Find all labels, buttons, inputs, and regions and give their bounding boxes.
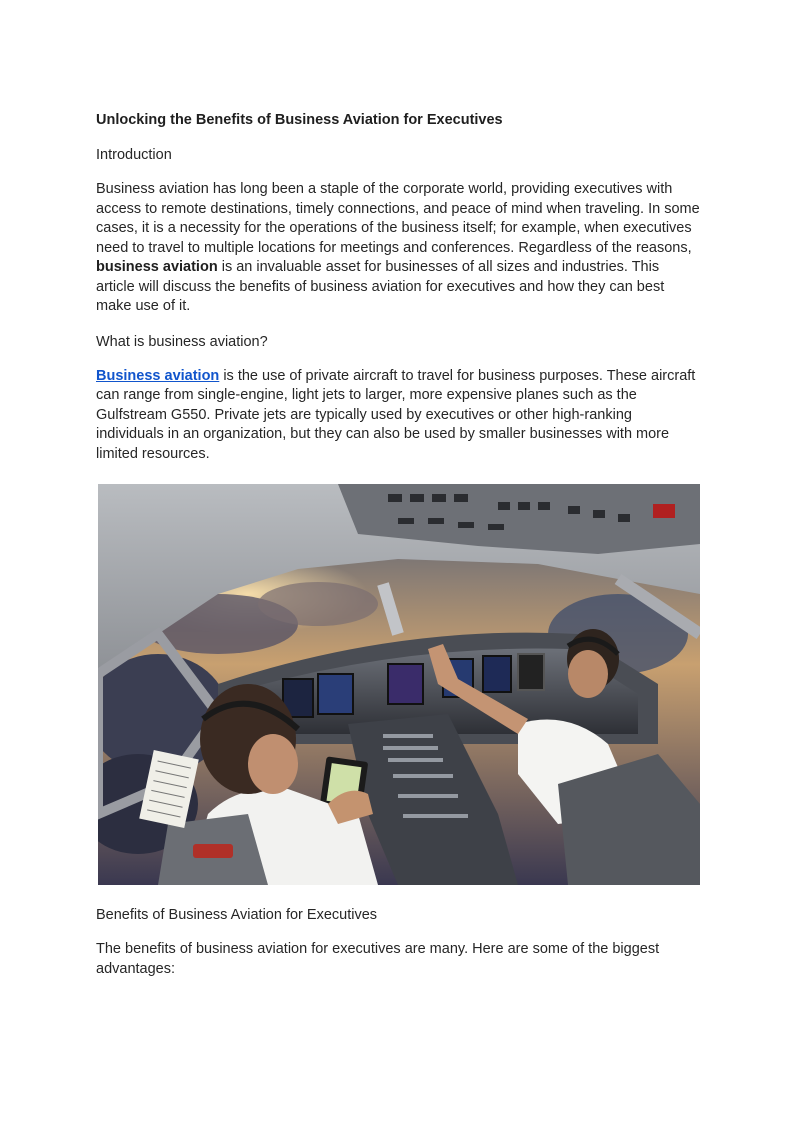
what-heading: What is business aviation?: [96, 333, 268, 350]
cockpit-photo: [98, 484, 700, 885]
intro-text-1: Business aviation has long been a staple of the corporate world, providing executives with access to remote destinations, timely connections, and peace of mind when traveling. In some cases, it is a necessity for the operations of the business itself; for example, when executives need to travel to multiple locations for meetings and conferences. Regardless of the reasons,: [96, 181, 700, 256]
benefits-heading: Benefits of Business Aviation for Executives: [96, 907, 378, 923]
what-paragraph: [96, 367, 700, 465]
intro-heading: Introduction: [96, 147, 172, 163]
what-text: is the use of private aircraft to travel for business purposes. These aircraft can range from single-engine, light jets to larger, more expensive planes such as the Gulfstream G550. Private jets are typically used by executives or other high-ranking individuals in an organization, but they can also be used by smaller businesses with more limited resources.: [96, 367, 696, 462]
benefits-paragraph: The benefits of business aviation for executives are many. Here are some of the biggest advantages:: [96, 941, 660, 977]
intro-paragraph: [96, 180, 700, 317]
article-title: Unlocking the Benefits of Business Aviation for Executives: [96, 112, 503, 128]
intro-text-2: is an invaluable asset for businesses of all sizes and industries. This article will discuss the benefits of business aviation for executives and how they can best make use of it.: [96, 259, 665, 314]
article: [96, 110, 700, 994]
business-aviation-link[interactable]: Business aviation: [96, 367, 220, 384]
intro-bold-text: business aviation: [96, 259, 218, 275]
